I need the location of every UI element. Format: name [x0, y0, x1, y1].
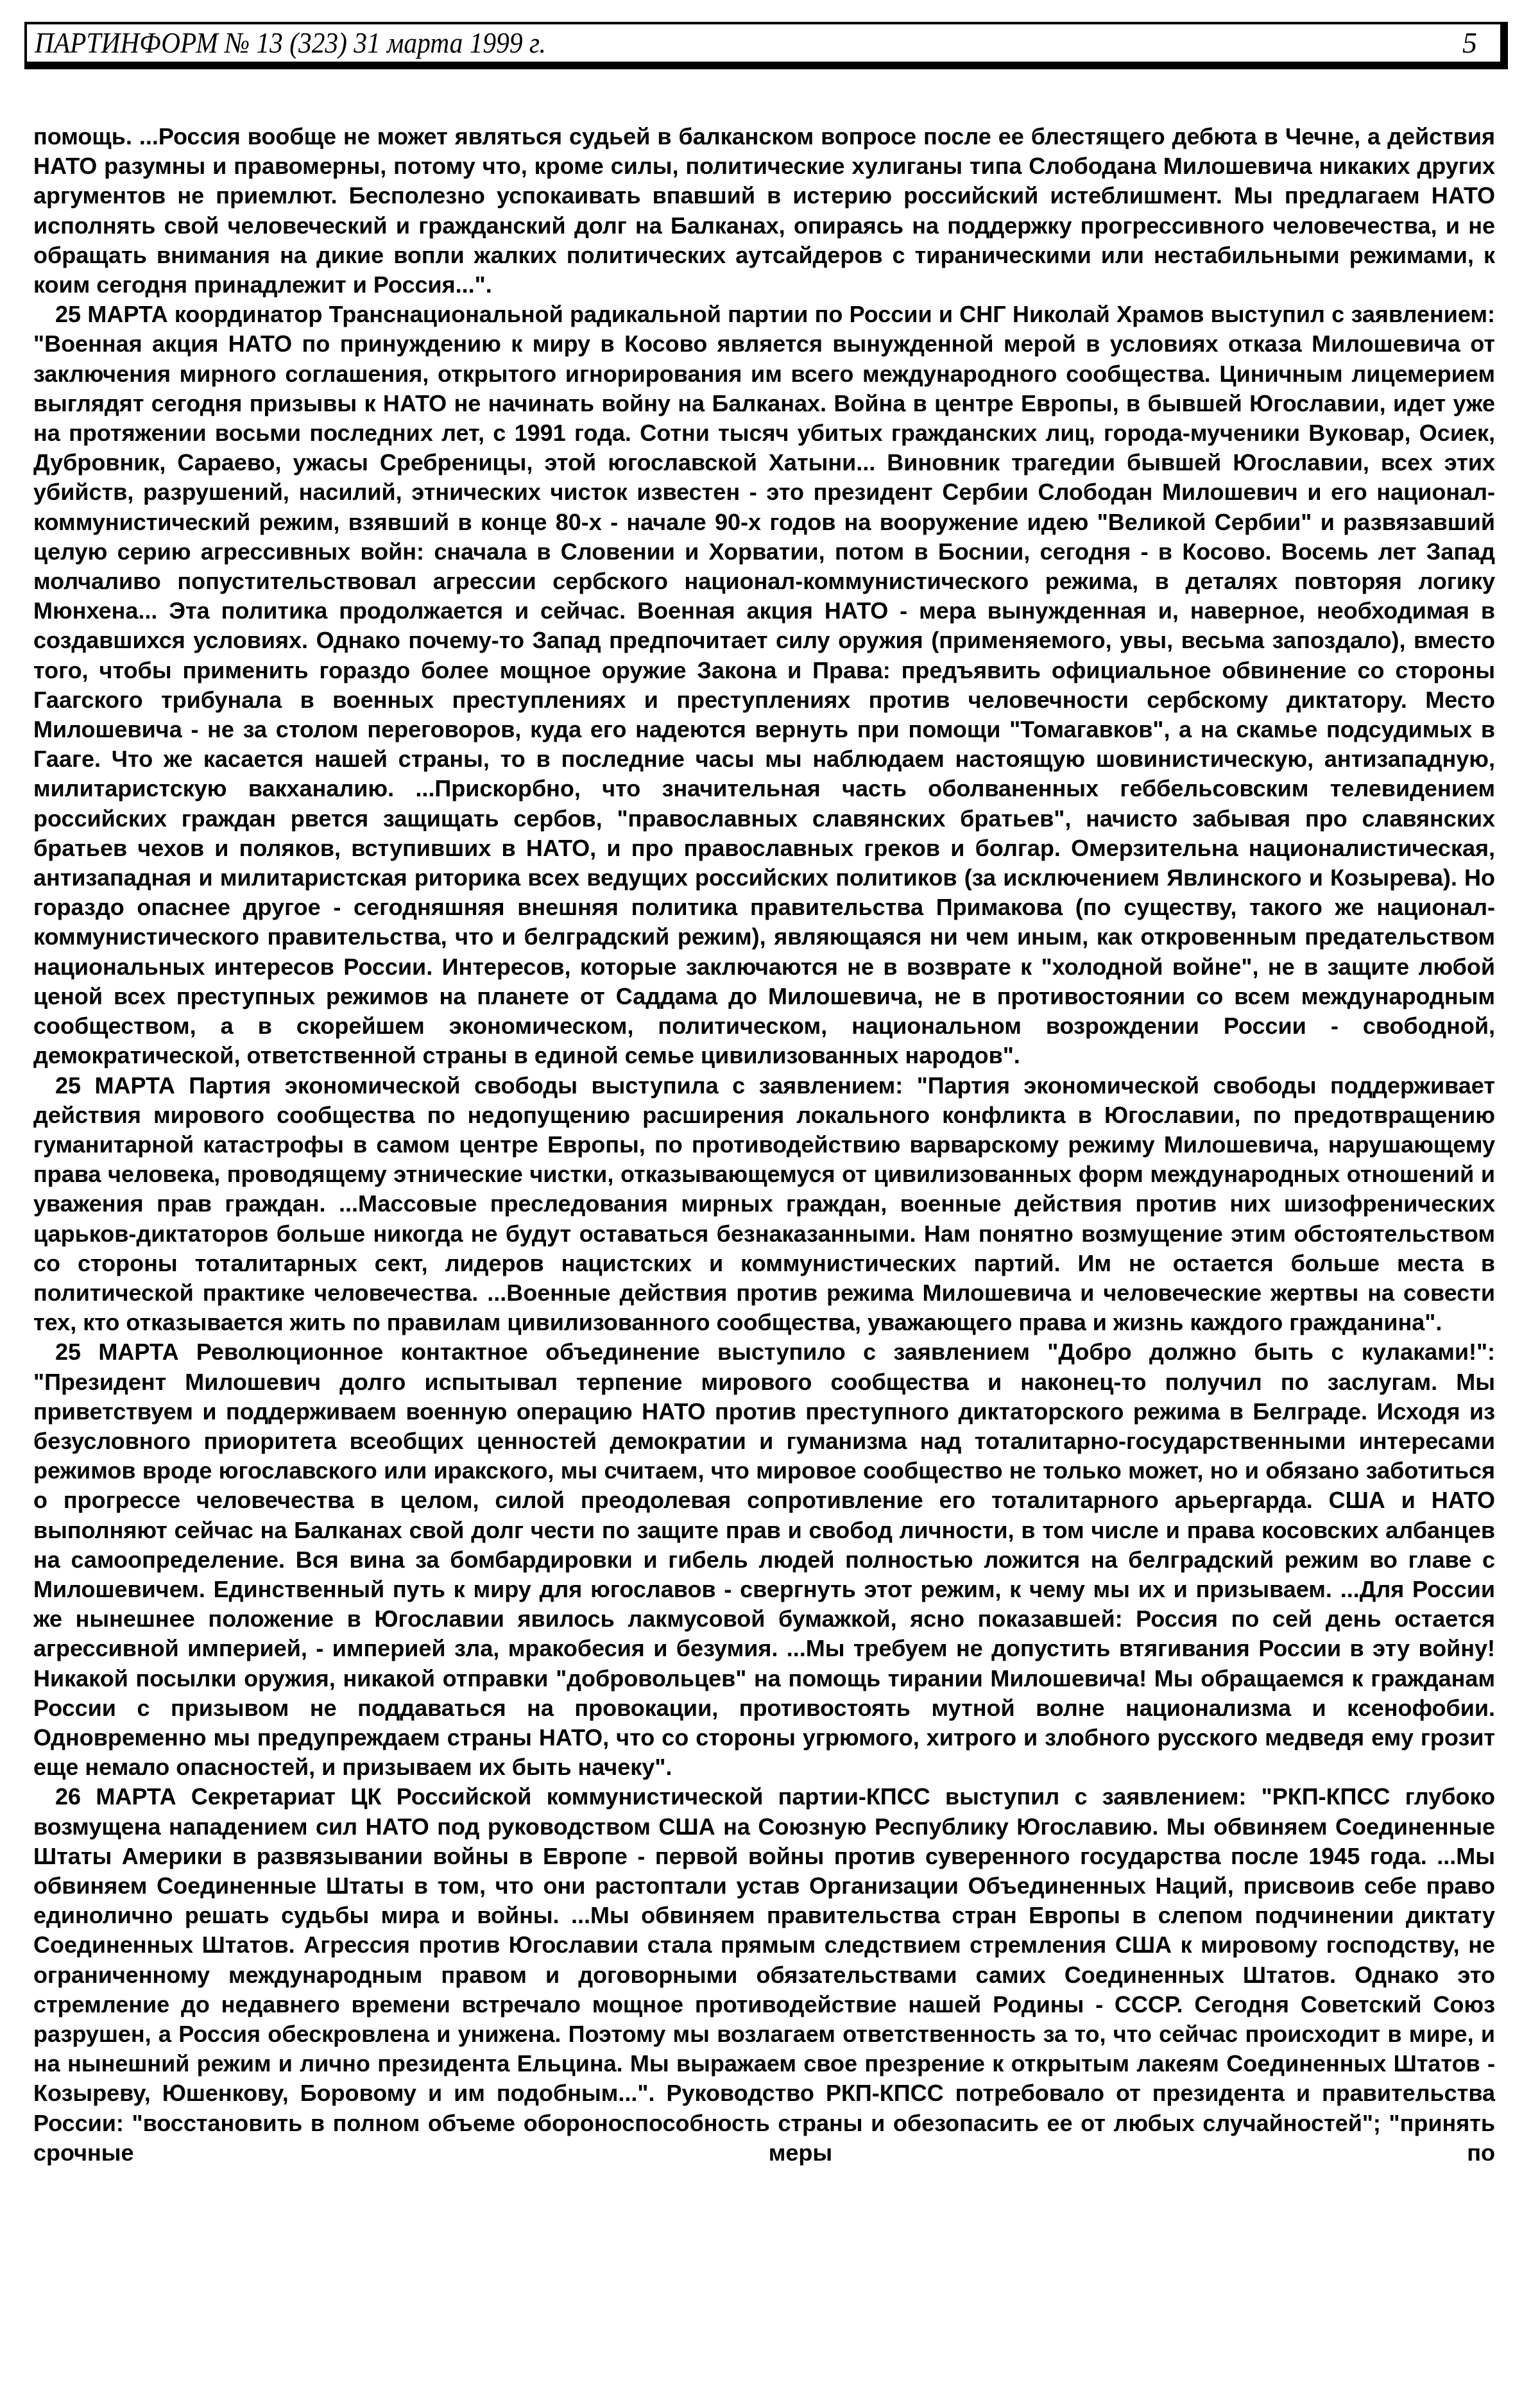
article-body	[33, 122, 1495, 2168]
paragraph-revolutionary-union: 25 МАРТА Революционное контактное объединение выступило с заявлением "Добро должно быть с кулаками!": "Президент Милошевич долго испытывал терпение мирового сообщества и наконец-то получил по заслугам. Мы приветствуем и поддерживаем военную операцию НАТО против преступного диктаторского режима в Белграде. Исходя из безусловного приоритета всеобщих ценностей демократии и гуманизма над тоталитарно-государственными интересами режимов вроде югославского или иракского, мы считаем, что мировое сообщество не только может, но и обязано заботиться о прогрессе человечества в целом, силой преодолевая сопротивление его тоталитарного арьергарда. США и НАТО выполняют сейчас на Балканах свой долг чести по защите прав и свобод личности, в том числе и права косовских албанцев на самоопределение. Вся вина за бомбардировки и гибель людей полностью ложится на белградский режим во главе с Милошевичем. Единственный путь к миру для югославов - свергнуть этот режим, к чему мы их и призываем. ...Для России же нынешнее положение в Югославии явилось лакмусовой бумажкой, ясно показавшей: Россия по сей день остается агрессивной империей, - империей зла, мракобесия и безумия. ...Мы требуем не допустить втягивания России в эту войну! Никакой посылки оружия, никакой отправки "добровольцев" на помощь тирании Милошевича! Мы обращаемся к гражданам России с призывом не поддаваться на провокации, противостоять мутной волне национализма и ксенофобии. Одновременно мы предупреждаем страны НАТО, что со стороны угрюмого, хитрого и злобного русского медведя ему грозит еще немало опасностей, и призываем их быть начеку".	[33, 1339, 1495, 1781]
page-header	[24, 22, 1508, 69]
paragraph-rkp-kpss: 26 МАРТА Секретариат ЦК Российской коммунистической партии-КПСС выступил с заявлением: "РКП-КПСС глубоко возмущена нападением сил НАТО под руководством США на Союзную Республику Югославию. Мы обвиняем Соединенные Штаты Америки в развязывании войны в Европе - первой войны против суверенного государства после 1945 года. ...Мы обвиняем Соединенные Штаты в том, что они растоптали устав Организации Объединенных Наций, присвоив себе право единолично решать судьбы мира и войны. ...Мы обвиняем правительства стран Европы в слепом подчинении диктату Соединенных Штатов. Агрессия против Югославии стала прямым следствием стремления США к мировому господству, не ограниченному международным правом и договорными обязательствами самих Соединенных Штатов. Однако это стремление до недавнего времени встречало мощное противодействие нашей Родины - СССР. Сегодня Советский Союз разрушен, а Россия обескровлена и унижена. Поэтому мы возлагаем ответственность за то, что сейчас происходит в мире, и на нынешний режим и лично президента Ельцина. Мы выражаем свое презрение к открытым лакеям Соединенных Штатов - Козыреву, Юшенкову, Боровому и им подобным...". Руководство РКП-КПСС потребовало от президента и правительства России: "восстановить в полном объеме обороноспособность страны и обезопасить ее от любых случайностей"; "принять срочные меры по	[33, 1783, 1495, 2166]
newspaper-title: ПАРТИНФОРМ № 13 (323) 31 марта 1999 г.	[35, 26, 546, 59]
paragraph-continuation: помощь. ...Россия вообще не может являться судьей в балканском вопросе после ее блестящего дебюта в Чечне, а действия НАТО разумны и правомерны, потому что, кроме силы, политические хулиганы типа Слободана Милошевича никаких других аргументов не приемлют. Бесполезно успокаивать впавший в истерию российский истеблишмент. Мы предлагаем НАТО исполнять свой человеческий и гражданский долг на Балканах, опираясь на поддержку прогрессивного человечества, и не обращать внимания на дикие вопли жалких политических аутсайдеров с тираническими или нестабильными режимами, к коим сегодня принадлежит и Россия...".	[33, 123, 1495, 298]
paragraph-economic-freedom-party: 25 МАРТА Партия экономической свободы выступила с заявлением: "Партия экономической свободы поддерживает действия мирового сообщества по недопущению расширения локального конфликта в Югославии, по предотвращению гуманитарной катастрофы в самом центре Европы, по противодействию варварскому режиму Милошевича, нарушающему права человека, проводящему этнические чистки, отказывающемуся от цивилизованных форм международных отношений и уважения прав граждан. ...Массовые преследования мирных граждан, военные действия против них шизофренических царьков-диктаторов больше никогда не будут оставаться безнаказанными. Нам понятно возмущение этим обстоятельством со стороны тоталитарных сект, лидеров нацистских и коммунистических партий. Им не остается больше места в политической практике человечества. ...Военные действия против режима Милошевича и человеческие жертвы на совести тех, кто отказывается жить по правилам цивилизованного сообщества, уважающего права и жизнь каждого гражданина".	[33, 1072, 1495, 1336]
page-number: 5	[1462, 26, 1477, 59]
paragraph-khramov-statement: 25 МАРТА координатор Транснациональной радикальной партии по России и СНГ Николай Храмов выступил с заявлением: "Военная акция НАТО по принуждению к миру в Косово является вынужденной мерой в условиях отказа Милошевича от заключения мирного соглашения, открытого игнорирования им всего международного сообщества. Циничным лицемерием выглядят сегодня призывы к НАТО не начинать войну на Балканах. Война в центре Европы, в бывшей Югославии, идет уже на протяжении восьми последних лет, с 1991 года. Сотни тысяч убитых гражданских лиц, города-мученики Вуковар, Осиек, Дубровник, Сараево, ужасы Сребреницы, этой югославской Хатыни... Виновник трагедии бывшей Югославии, всех этих убийств, разрушений, насилий, этнических чисток известен - это президент Сербии Слободан Милошевич и его национал-коммунистический режим, взявший в конце 80-х - начале 90-х годов на вооружение идею "Великой Сербии" и развязавший целую серию агрессивных войн: сначала в Словении и Хорватии, потом в Боснии, сегодня - в Косово. Восемь лет Запад молчаливо попустительствовал агрессии сербского национал-коммунистического режима, в деталях повторяя логику Мюнхена... Эта политика продолжается и сейчас. Военная акция НАТО - мера вынужденная и, наверное, необходимая в создавшихся условиях. Однако почему-то Запад предпочитает силу оружия (применяемого, увы, весьма запоздало), вместо того, чтобы применить гораздо более мощное оружие Закона и Права: предъявить официальное обвинение со стороны Гаагского трибунала в военных преступлениях и преступлениях против человечности сербскому диктатору. Место Милошевича - не за столом переговоров, куда его надеются вернуть при помощи "Томагавков", а на скамье подсудимых в Гааге. Что же касается нашей страны, то в последние часы мы наблюдаем настоящую шовинистическую, антизападную, милитаристскую вакханалию. ...Прискорбно, что значительная часть оболваненных геббельсовским телевидением российских граждан рвется защищать сербов, "православных славянских братьев", начисто забывая про славянских братьев чехов и поляков, вступивших в НАТО, и про православных греков и болгар. Омерзительна националистическая, антизападная и милитаристская риторика всех ведущих российских политиков (за исключением Явлинского и Козырева). Но гораздо опаснее другое - сегодняшняя внешняя политика правительства Примакова (по существу, такого же национал-коммунистического правительства, что и белградский режим), являющаяся ни чем иным, как откровенным предательством национальных интересов России. Интересов, которые заключаются не в возврате к "холодной войне", не в защите любой ценой всех преступных режимов на планете от Саддама до Милошевича, не в противостоянии со всем международным сообществом, а в скорейшем экономическом, политическом, национальном возрождении России - свободной, демократической, ответственной страны в единой семье цивилизованных народов".	[33, 301, 1495, 1069]
